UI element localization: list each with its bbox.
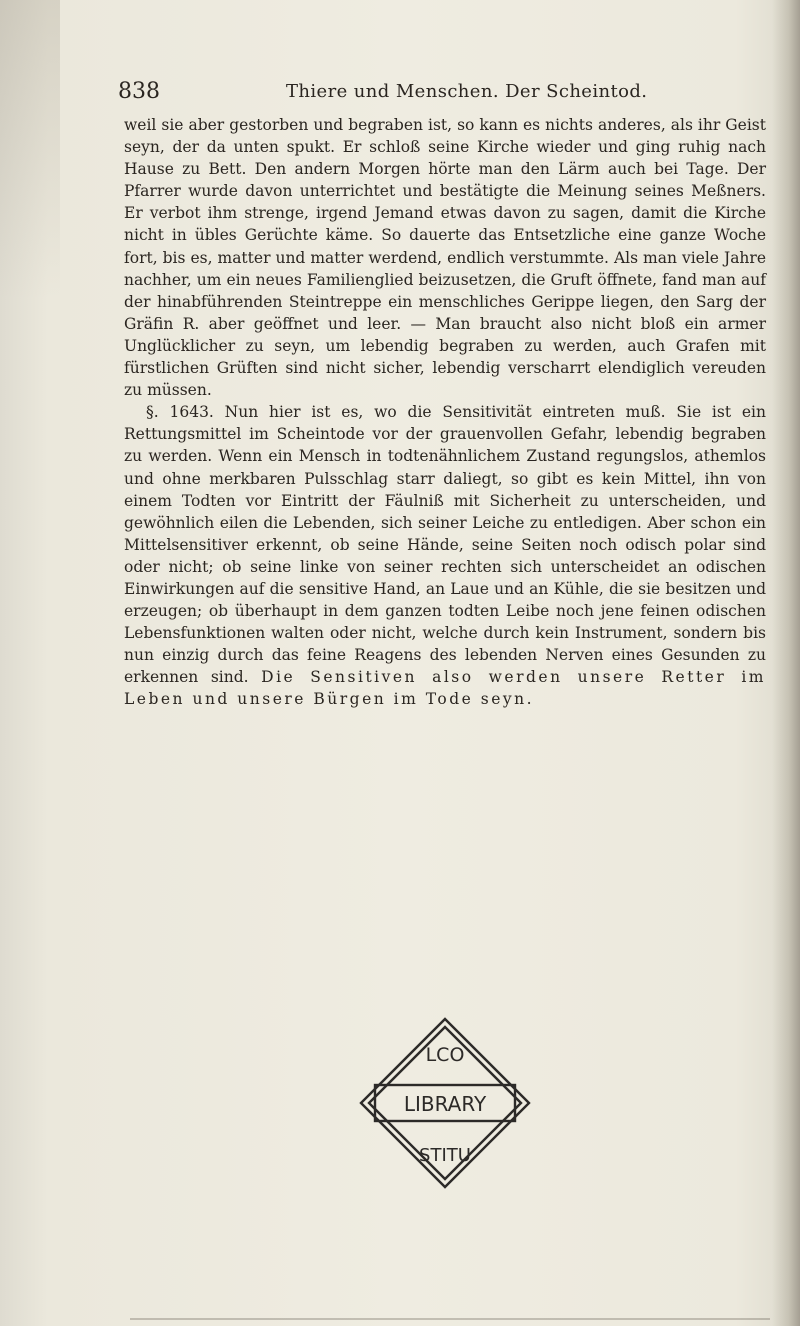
paragraph-continuation: weil sie aber gestorben und begraben ist, so kann es nichts anderes, als ihr Geist seyn, der da unten spukt. Er schloß seine Kirche wieder und ging ruhig nach Hause zu Bett. Den andern Morgen hörte man den Lärm auch bei Tage. Der Pfarrer wurde davon unterrichtet und bestätigte die Meinung seines Meßners. Er verbot ihm strenge, irgend Jemand etwas davon zu sagen, damit die Kirche nicht in übles Gerüchte käme. So dauerte das Entsetzliche eine ganze Woche fort, bis es, matter und matter werdend, endlich verstummte. Als man viele Jahre nachher, um ein neues Familienglied beizusetzen, die Gruft öffnete, fand man auf der hinabführenden Steintreppe ein menschliches Gerippe liegen, den Sarg der Gräfin R. aber geöffnet und leer. — Man braucht also nicht bloß ein armer Unglücklicher zu seyn, um lebendig begraben zu werden, auch Grafen mit fürstlichen Grüften sind nicht sicher, lebendig verscharrt elendiglich vereuden zu müssen. — [124, 116, 766, 400]
running-title: Thiere und Menschen. Der Scheintod. — [286, 81, 648, 102]
stamp-middle-text: LIBRARY — [403, 1092, 487, 1116]
library-stamp — [357, 1015, 533, 1191]
section-text: Nun hier ist es, wo die Sensitivität eintreten muß. Sie ist ein Rettungsmittel im Scheintode vor der grauenvollen Gefahr, lebendig begraben zu werden. Wenn ein Mensch in todtenähnlichem Zustand regungslos, athemlos und ohne merkbaren Pulsschlag starr daliegt, so gibt es kein Mittel, ihn von einem Todten vor Eintritt der Fäulniß mit Sicherheit zu unterscheiden, und gewöhnlich eilen die Lebenden, sich seiner Leiche zu entledigen. Aber schon ein Mittelsensitiver erkennt, ob seine Hände, seine Seiten noch odisch polar sind oder nicht; ob seine linke von seiner rechten sich unterscheidet an odischen Einwirkungen auf die sensitive Hand, an Laue und an Kühle, die sie besitzen und erzeugen; ob überhaupt in dem ganzen todten Leibe noch jene feinen odischen Lebensfunktionen walten oder nicht, welche durch kein Instrument, sondern bis nun einzig durch das feine Reagens des lebenden Nerven eines Gesunden zu erkennen sind. — [124, 403, 766, 687]
stamp-bottom-text: STITU — [419, 1145, 471, 1166]
page-shadow-right — [772, 0, 800, 1326]
section-paragraph — [124, 401, 766, 710]
stamp-top-text: LCO — [425, 1044, 465, 1066]
page-bottom-edge — [130, 1318, 770, 1320]
page-number: 838 — [118, 79, 160, 104]
page-header — [118, 79, 748, 105]
section-closing: Die Sensitiven also werden unsere Retter im Leben und unsere Bürgen im Tode seyn. — [124, 668, 766, 709]
page-shadow-left — [0, 0, 60, 300]
section-number: §. 1643. — [146, 403, 214, 422]
body-text — [124, 114, 766, 711]
